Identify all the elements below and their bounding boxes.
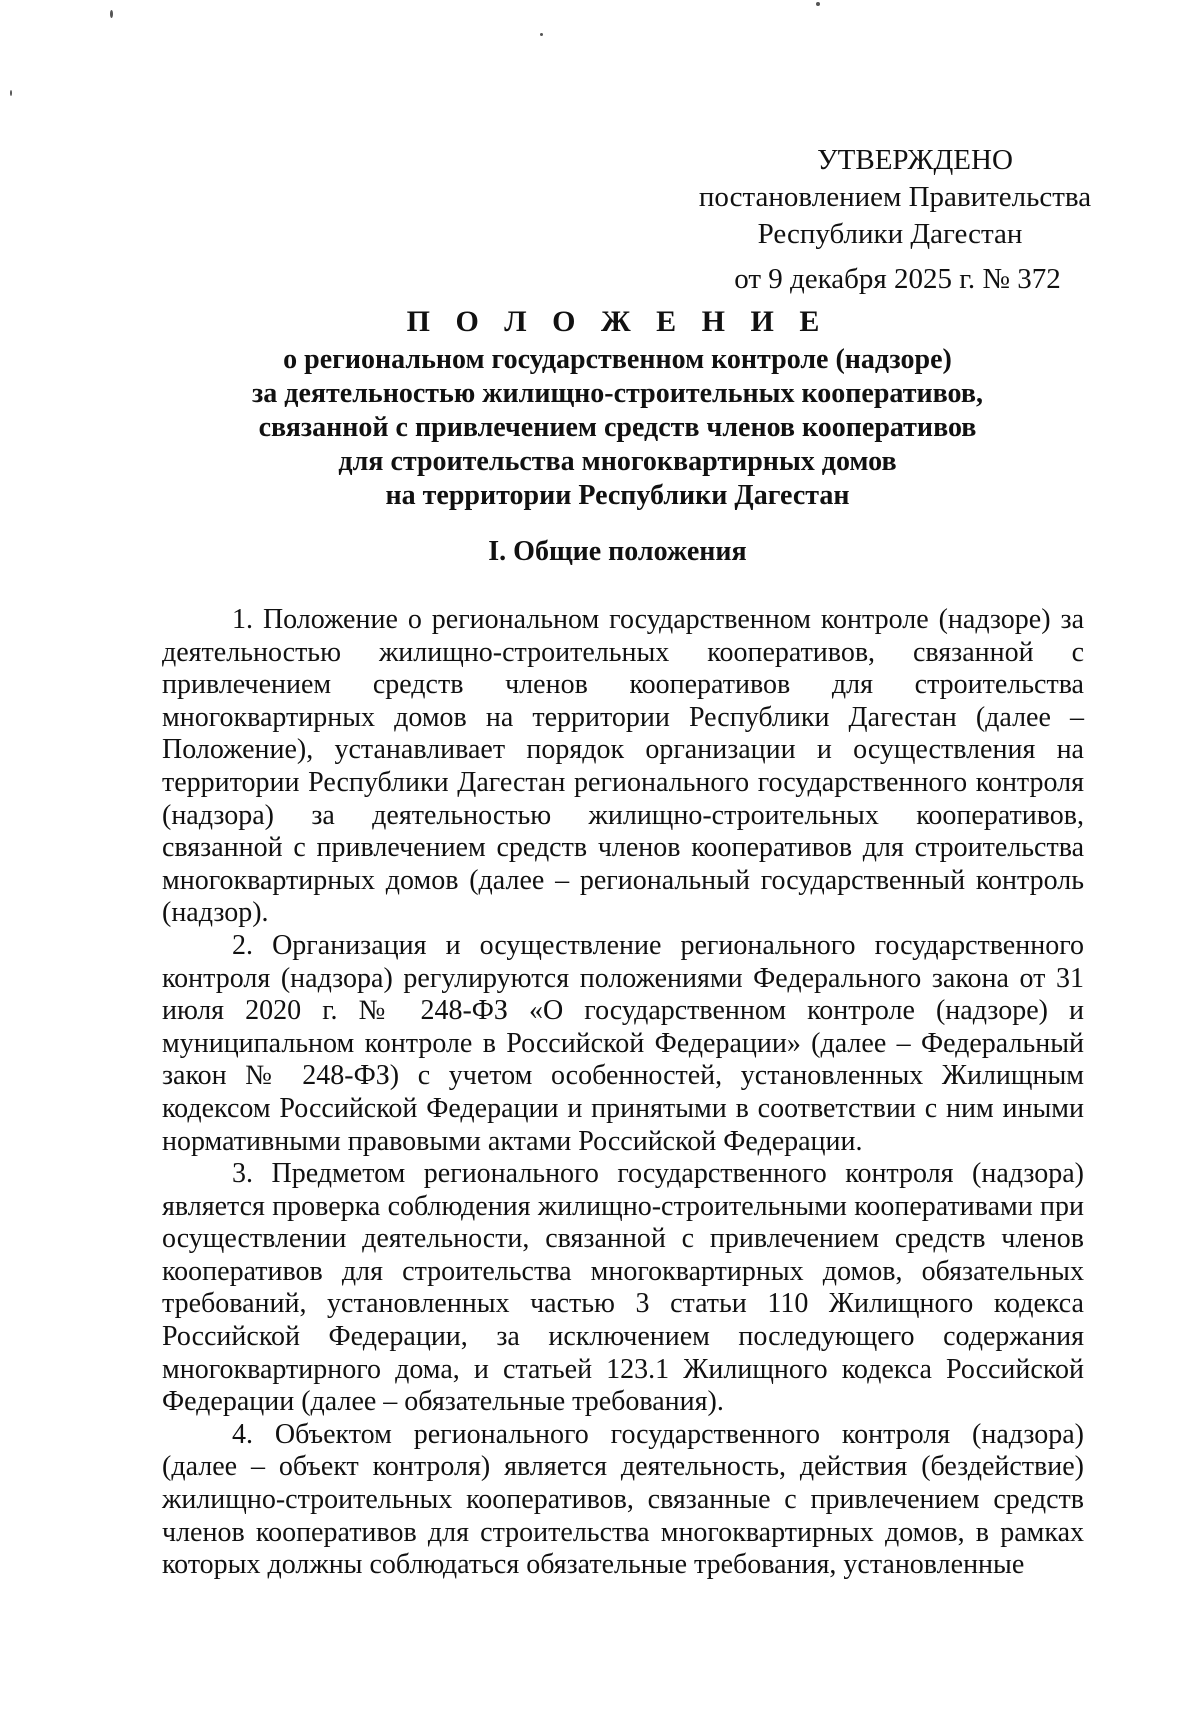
scan-speck: [110, 10, 113, 18]
paragraph-1: 1. Положение о региональном государственном контроле (надзоре) за деятельностью жилищно-строительных кооперативов, связанной с привлечением средств членов кооперативов для строительства многоквартирных домов на территории Республики Дагестан (далее – Положение), устанавливает порядок организации и осуществления на территории Республики Дагестан регионального государственного контроля (надзора) за деятельностью жилищно-строительных кооперативов, связанной с привлечением средств членов кооперативов для строительства многоквартирных домов (далее – региональный государственный контроль (надзор).: [162, 604, 1084, 929]
document-subtitle-line: для строительства многоквартирных домов: [338, 446, 897, 477]
paragraph-3: 3. Предметом регионального государственного контроля (надзора) является проверка соблюдения жилищно-строительными кооперативами при осуществлении деятельности, связанной с привлечением средств членов кооперативов для строительства многоквартирных домов, обязательных требований, установленных частью 3 статьи 110 Жилищного кодекса Российской Федерации, за исключением последующего содержания многоквартирного дома, и статьей 123.1 Жилищного кодекса Российской Федерации (далее – обязательные требования).: [162, 1158, 1084, 1418]
document-subtitle-line: связанной с привлечением средств членов кооперативов: [258, 412, 977, 443]
document-heading: П О Л О Ж Е Н И Е: [406, 305, 829, 338]
paragraph-2: 2. Организация и осуществление регионального государственного контроля (надзора) регулируются положениями Федерального закона от 31 июля 2020 г. № 248-ФЗ «О государственном контроле (надзоре) и муниципальном контроле в Российской Федерации» (далее – Федеральный закон № 248-ФЗ) с учетом особенностей, установленных Жилищным кодексом Российской Федерации и принятыми в соответствии с ним иными нормативными правовыми актами Российской Федерации.: [162, 929, 1084, 1157]
approval-stamp: [600, 142, 1100, 298]
document-subtitle-line: за деятельностью жилищно-строительных кооперативов,: [252, 378, 983, 409]
approval-label: УТВЕРЖДЕНО: [817, 144, 1013, 176]
document-subtitle-line: о региональном государственном контроле (надзоре): [283, 344, 952, 375]
scan-speck: [816, 2, 820, 6]
document-body: [162, 604, 1084, 1582]
section-heading: I. Общие положения: [488, 536, 747, 567]
paragraph-4: 4. Объектом регионального государственного контроля (надзора) (далее – объект контроля) является деятельность, действия (бездействие) жилищно-строительных кооперативов, связанные с привлечением средств членов кооперативов для строительства многоквартирных домов, в рамках которых должны соблюдаться обязательные требования, установленные: [162, 1418, 1084, 1581]
approval-region: Республики Дагестан: [757, 218, 1023, 250]
scan-speck: [10, 90, 12, 96]
approval-authority: постановлением Правительства: [698, 181, 1092, 213]
scan-speck: [540, 33, 543, 36]
document-title: [150, 305, 1085, 513]
approval-date-number: от 9 декабря 2025 г. № 372: [734, 263, 1061, 295]
document-subtitle-line: на территории Республики Дагестан: [385, 480, 850, 511]
